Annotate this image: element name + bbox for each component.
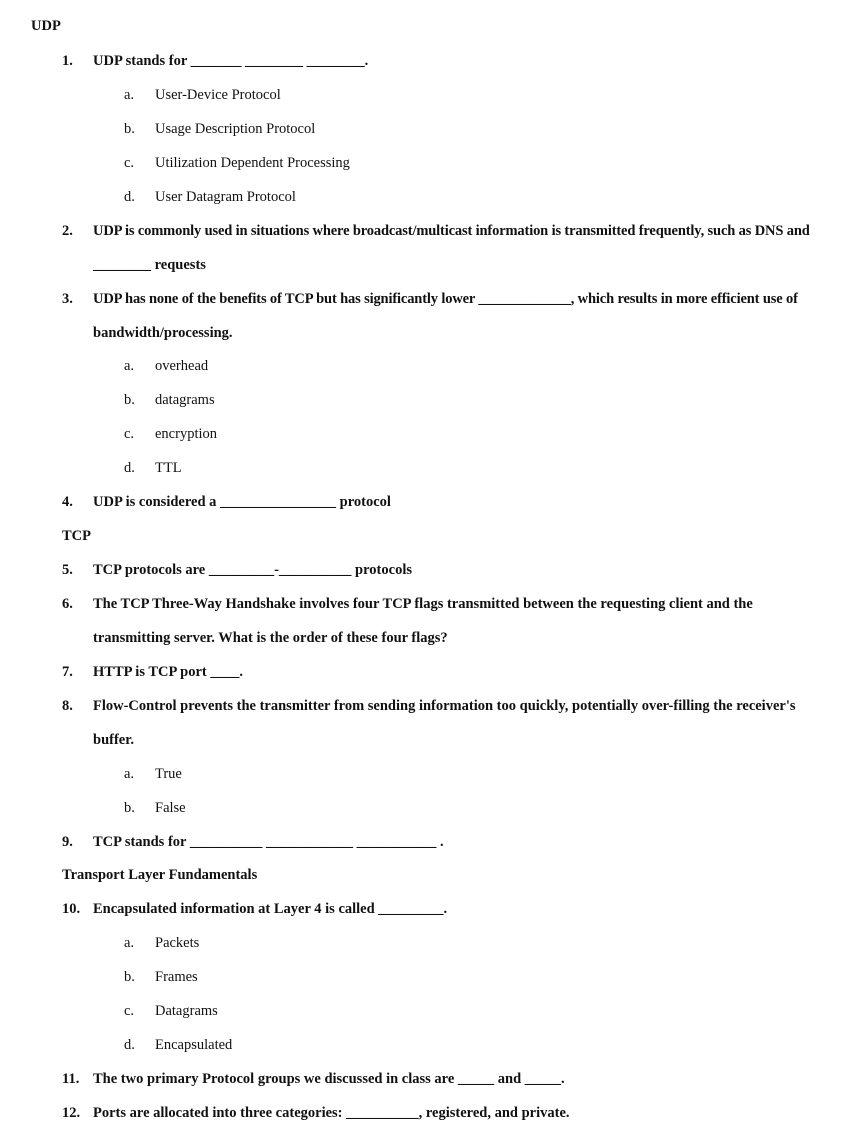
question-number: 10. xyxy=(62,901,81,917)
option-text: Utilization Dependent Processing xyxy=(155,155,350,171)
question-number: 5. xyxy=(62,562,73,578)
option-text: True xyxy=(155,766,182,782)
question-2-cont xyxy=(0,255,868,275)
question-6 xyxy=(0,594,868,614)
question-text-continued: transmitting server. What is the order of these four flags? xyxy=(93,630,448,646)
question-text: Ports are allocated into three categories: __________, registered, and private. xyxy=(93,1105,570,1121)
question-text: HTTP is TCP port ____. xyxy=(93,664,243,680)
question-4 xyxy=(0,492,868,512)
question-text: TCP protocols are _________-__________ protocols xyxy=(93,562,412,578)
question-12 xyxy=(0,1103,868,1123)
option-letter: c. xyxy=(124,426,135,442)
option-letter: b. xyxy=(124,392,135,408)
question-9 xyxy=(0,832,868,852)
section-heading-tcp: TCP xyxy=(62,528,91,544)
option-text: datagrams xyxy=(155,392,215,408)
option-8a xyxy=(0,764,868,784)
question-text: TCP stands for __________ ____________ ___________ . xyxy=(93,834,444,850)
question-number: 7. xyxy=(62,664,73,680)
question-text: Flow-Control prevents the transmitter from sending information too quickly, potentially over-filling the receiver's xyxy=(93,698,796,714)
option-3c xyxy=(0,424,868,444)
option-1a xyxy=(0,85,868,105)
option-letter: a. xyxy=(124,87,135,103)
option-text: overhead xyxy=(155,358,209,374)
option-1c xyxy=(0,153,868,173)
question-2 xyxy=(0,221,868,241)
option-letter: a. xyxy=(124,935,135,951)
question-number: 9. xyxy=(62,834,73,850)
option-10d xyxy=(0,1035,868,1055)
question-text: The TCP Three-Way Handshake involves four TCP flags transmitted between the requesting client and the xyxy=(93,596,753,612)
question-6-cont xyxy=(0,628,868,648)
question-8-cont xyxy=(0,730,868,750)
option-text: User-Device Protocol xyxy=(155,87,281,103)
option-text: TTL xyxy=(155,460,182,476)
option-10b xyxy=(0,967,868,987)
question-number: 12. xyxy=(62,1105,81,1121)
option-10c xyxy=(0,1001,868,1021)
question-text-continued: bandwidth/processing. xyxy=(93,325,233,341)
option-letter: a. xyxy=(124,358,135,374)
option-text: User Datagram Protocol xyxy=(155,189,296,205)
option-letter: d. xyxy=(124,1037,135,1053)
option-text: Encapsulated xyxy=(155,1037,233,1053)
option-letter: c. xyxy=(124,1003,135,1019)
option-text: Usage Description Protocol xyxy=(155,121,316,137)
question-text-continued: buffer. xyxy=(93,732,134,748)
question-10 xyxy=(0,899,868,919)
option-letter: a. xyxy=(124,766,135,782)
option-text: Datagrams xyxy=(155,1003,218,1019)
section-heading-transport: Transport Layer Fundamentals xyxy=(62,867,258,883)
option-8b xyxy=(0,798,868,818)
option-text: encryption xyxy=(155,426,218,442)
question-number: 2. xyxy=(62,223,73,239)
option-1b xyxy=(0,119,868,139)
option-text: False xyxy=(155,800,186,816)
question-3 xyxy=(0,289,868,309)
question-number: 4. xyxy=(62,494,73,510)
question-11 xyxy=(0,1069,868,1089)
section-heading-udp: UDP xyxy=(31,18,61,34)
option-letter: d. xyxy=(124,189,135,205)
option-letter: b. xyxy=(124,800,135,816)
question-text: UDP is considered a ________________ protocol xyxy=(93,494,391,510)
option-3d xyxy=(0,458,868,478)
question-number: 1. xyxy=(62,53,73,69)
option-3b xyxy=(0,390,868,410)
option-letter: b. xyxy=(124,969,135,985)
question-7 xyxy=(0,662,868,682)
question-number: 6. xyxy=(62,596,73,612)
question-text: The two primary Protocol groups we discussed in class are _____ and _____. xyxy=(93,1071,565,1087)
option-10a xyxy=(0,933,868,953)
option-letter: d. xyxy=(124,460,135,476)
option-text: Packets xyxy=(155,935,200,951)
option-text: Frames xyxy=(155,969,198,985)
question-5 xyxy=(0,560,868,580)
question-8 xyxy=(0,696,868,716)
option-letter: b. xyxy=(124,121,135,137)
question-text: UDP has none of the benefits of TCP but has significantly lower _____________, which results in more efficient use of xyxy=(93,291,798,307)
question-text: UDP stands for _______ ________ ________. xyxy=(93,53,369,69)
question-text: Encapsulated information at Layer 4 is called _________. xyxy=(93,901,448,917)
question-3-cont xyxy=(0,323,868,343)
question-text: UDP is commonly used in situations where broadcast/multicast information is transmitted frequently, such as DNS and xyxy=(93,223,810,239)
question-number: 3. xyxy=(62,291,73,307)
option-1d xyxy=(0,187,868,207)
question-number: 8. xyxy=(62,698,73,714)
option-3a xyxy=(0,356,868,376)
question-text-continued: ________ requests xyxy=(93,257,206,273)
question-number: 11. xyxy=(62,1071,80,1087)
option-letter: c. xyxy=(124,155,135,171)
question-1 xyxy=(0,51,868,71)
